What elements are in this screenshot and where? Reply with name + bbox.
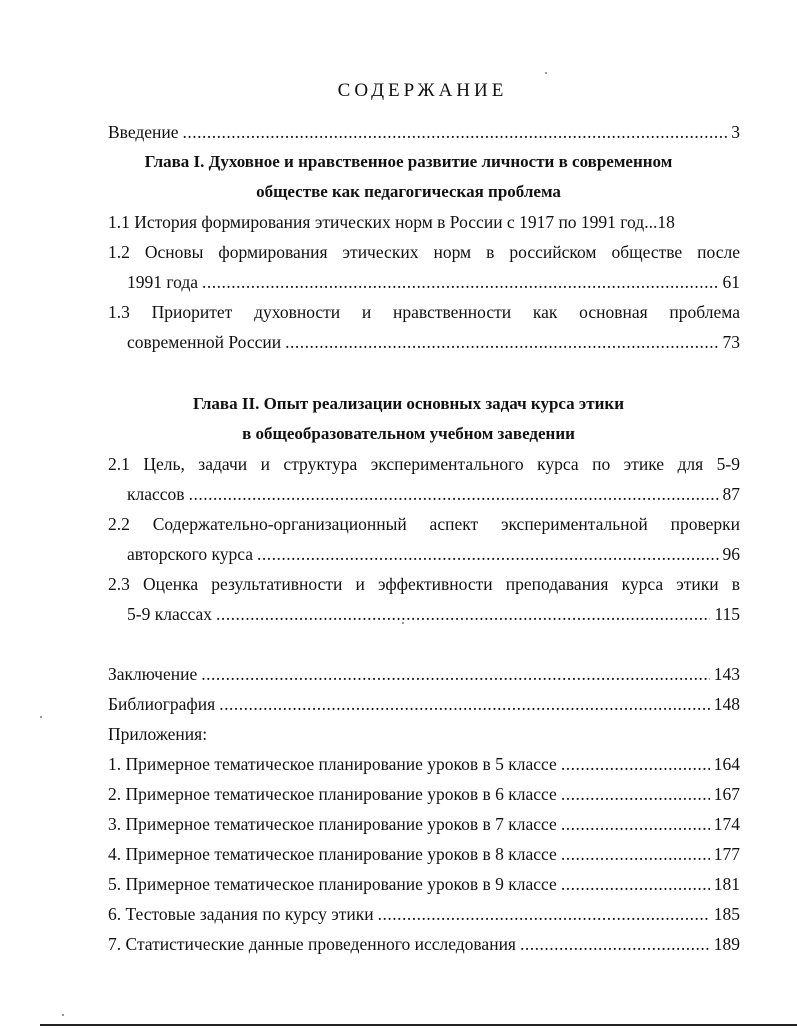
- scan-speck: [545, 72, 547, 74]
- dot-leader: [285, 330, 718, 354]
- toc-entry-2-2: [127, 542, 740, 566]
- toc-entry-2-3-line-1: 2.3 Оценка результативности и эффективности преподавания курса этики в: [108, 574, 740, 594]
- appendix-entry: [108, 872, 740, 896]
- scan-speck: [40, 716, 42, 718]
- dot-leader: [201, 662, 710, 686]
- toc-entry-label: 6. Тестовые задания по курсу этики: [108, 904, 374, 924]
- page-bottom-edge: [40, 1024, 797, 1026]
- toc-entry-label: 2. Примерное тематическое планирование уроков в 6 классе: [108, 784, 557, 804]
- dot-leader: [561, 752, 710, 776]
- chapter-1-heading-line-2: обществе как педагогическая проблема: [256, 182, 561, 201]
- appendix-entry: [108, 902, 740, 926]
- toc-entry-page: 73: [722, 332, 740, 352]
- toc-entry-label: классов: [127, 484, 185, 504]
- toc-entry-label: 7. Статистические данные проведенного исследования: [108, 934, 516, 954]
- toc-entry-page: 185: [713, 904, 740, 924]
- dot-leader: [219, 692, 710, 716]
- toc-entry-page: 148: [713, 694, 740, 714]
- toc-entry-1-2-line-1: 1.2 Основы формирования этических норм в российском обществе после: [108, 242, 740, 262]
- toc-entry-intro: [108, 120, 740, 144]
- chapter-2-heading-line-1: Глава II. Опыт реализации основных задач курса этики: [192, 394, 625, 413]
- toc-entry-label: 1. Примерное тематическое планирование уроков в 5 классе: [108, 754, 557, 774]
- dot-leader: [561, 872, 710, 896]
- page-title: СОДЕРЖАНИЕ: [337, 80, 508, 101]
- toc-entry-bibliography: [108, 692, 740, 716]
- dot-leader: [378, 902, 710, 926]
- toc-entry-label: Заключение: [108, 664, 198, 684]
- toc-entry-1-3: [127, 330, 740, 354]
- appendix-entry: [108, 812, 740, 836]
- toc-entry-page: 115: [714, 604, 740, 624]
- dot-leader: [257, 542, 718, 566]
- appendix-entry: [108, 932, 740, 956]
- toc-entry-page: 181: [713, 874, 740, 894]
- toc-entry-label: 3. Примерное тематическое планирование уроков в 7 классе: [108, 814, 557, 834]
- toc-entry-1-3-line-1: 1.3 Приоритет духовности и нравственности как основная проблема: [108, 302, 740, 322]
- toc-entry-page: 96: [722, 544, 740, 564]
- scan-speck: [402, 622, 404, 624]
- toc-entry-conclusion: [108, 662, 740, 686]
- toc-entry-2-1-line-1: 2.1 Цель, задачи и структура экспериментального курса по этике для 5-9: [108, 454, 740, 474]
- chapter-2-heading-line-2: в общеобразовательном учебном заведении: [242, 424, 575, 443]
- toc-entry-2-1: [127, 482, 740, 506]
- toc-entry-label: Библиография: [108, 694, 216, 714]
- appendix-entry: [108, 782, 740, 806]
- scan-speck: [62, 1014, 64, 1016]
- toc-entry-label: Введение: [108, 122, 179, 142]
- toc-entry-2-2-line-1: 2.2 Содержательно-организационный аспект экспериментальной проверки: [108, 514, 740, 534]
- toc-entry-page: 189: [713, 934, 740, 954]
- toc-entry-page: 143: [713, 664, 740, 684]
- dot-leader: [561, 812, 710, 836]
- toc-entry-1-1: 1.1 История формирования этических норм в России с 1917 по 1991 год...18: [108, 212, 675, 232]
- appendix-entry: [108, 842, 740, 866]
- toc-entry-page: 174: [713, 814, 740, 834]
- toc-entry-1-2: [127, 270, 740, 294]
- toc-entry-page: 87: [722, 484, 740, 504]
- toc-entry-2-3: [127, 602, 740, 626]
- toc-entry-label: современной России: [127, 332, 282, 352]
- toc-entry-page: 61: [722, 272, 740, 292]
- dot-leader: [520, 932, 710, 956]
- dot-leader: [189, 482, 719, 506]
- appendix-entry: [108, 752, 740, 776]
- dot-leader: [202, 270, 718, 294]
- toc-entry-page: 167: [713, 784, 740, 804]
- toc-entry-page: 164: [713, 754, 740, 774]
- toc-entry-label: 4. Примерное тематическое планирование уроков в 8 классе: [108, 844, 557, 864]
- toc-entry-label: авторского курса: [127, 544, 254, 564]
- dot-leader: [561, 782, 710, 806]
- dot-leader: [183, 120, 728, 144]
- toc-entry-page: 3: [731, 122, 740, 142]
- toc-entry-label: 1991 года: [127, 272, 199, 292]
- appendices-heading: Приложения:: [108, 724, 208, 744]
- toc-entry-label: 5-9 классах: [127, 604, 212, 624]
- dot-leader: [216, 602, 710, 626]
- toc-entry-page: 177: [713, 844, 740, 864]
- dot-leader: [561, 842, 710, 866]
- chapter-1-heading-line-1: Глава I. Духовное и нравственное развитие личности в современном: [144, 152, 673, 171]
- toc-entry-label: 5. Примерное тематическое планирование уроков в 9 классе: [108, 874, 557, 894]
